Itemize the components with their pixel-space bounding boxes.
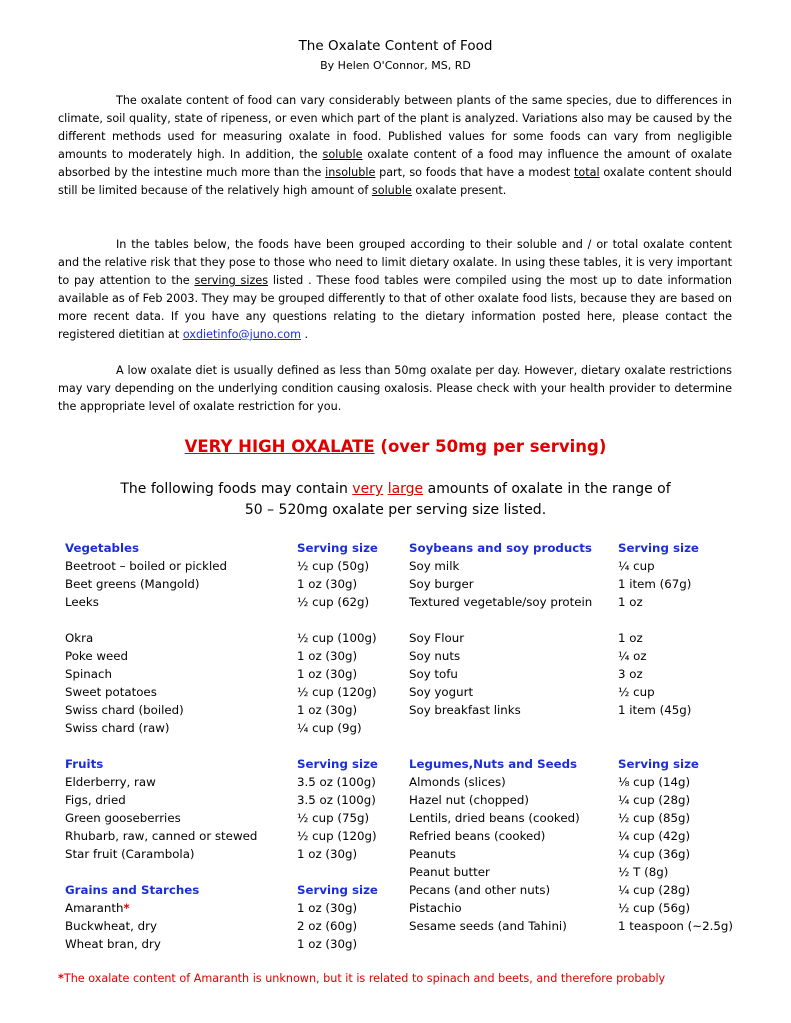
serving-size: ¼ oz (618, 649, 647, 663)
serving-size: ½ cup (120g) (297, 829, 377, 843)
food-name: Sweet potatoes (65, 685, 157, 699)
food-name: Amaranth* (65, 901, 130, 915)
serving-size: 1 oz (30g) (297, 937, 358, 951)
paragraph-variability: The oxalate content of food can vary considerably between plants of the same species, due to differences in climate, soil quality, state of ripeness, or even which part of the plant is analyzed. Variations also may be caused by the different methods used for measuring oxalate in food. Published values for some foods can vary from negligible amounts to moderately high. In addition, the soluble oxalate content of a food may influence the amount of oxalate absorbed by the intestine much more than the insoluble part, so foods that have a modest total oxalate content should still be limited because of the relatively high amount of soluble oxalate present. (58, 94, 732, 197)
serving-size-header: Serving size (297, 757, 378, 771)
author-byline: By Helen O'Connor, MS, RD (320, 59, 471, 72)
intro-line-2: 50 – 520mg oxalate per serving size listed. (244, 502, 547, 518)
intro-line-1: The following foods may contain very large amounts of oxalate in the range of (120, 481, 671, 497)
food-name: Rhubarb, raw, canned or stewed (65, 829, 258, 843)
serving-size: 1 oz (30g) (297, 667, 358, 681)
left-serving-column (297, 539, 402, 953)
food-name (409, 737, 614, 755)
serving-size (618, 611, 748, 629)
right-serving-column (618, 539, 748, 935)
food-name: Swiss chard (raw) (65, 721, 170, 735)
amaranth-footnote: *The oxalate content of Amaranth is unknown, but it is related to spinach and beets, and therefore probably (58, 972, 666, 985)
serving-size: 1 teaspoon (~2.5g) (618, 919, 734, 933)
serving-size: 1 oz (30g) (297, 649, 358, 663)
serving-size-header: Serving size (297, 883, 378, 897)
food-name (65, 863, 295, 881)
serving-size (618, 737, 748, 755)
food-name: Star fruit (Carambola) (65, 847, 195, 861)
email-link[interactable]: oxdietinfo@juno.com (182, 328, 301, 341)
footnote-star: * (123, 901, 130, 915)
food-name: Peanuts (409, 847, 456, 861)
serving-size: ½ cup (56g) (618, 901, 691, 915)
food-name (409, 719, 614, 737)
paragraph-low-oxalate-diet: A low oxalate diet is usually defined as less than 50mg oxalate per day. However, dietary oxalate restrictions may vary depending on the underlying condition causing oxalosis. Please check with your health provider to determine the appropriate level of oxalate restriction for you. (58, 364, 732, 413)
food-name: Soy Flour (409, 631, 465, 645)
food-name: Peanut butter (409, 865, 490, 879)
serving-size: 1 oz (618, 595, 643, 609)
serving-size: 1 item (45g) (618, 703, 692, 717)
serving-size: ½ cup (618, 685, 655, 699)
serving-size-header: Serving size (297, 541, 378, 555)
serving-size: 1 item (67g) (618, 577, 692, 591)
food-name: Buckwheat, dry (65, 919, 157, 933)
serving-size: ¼ cup (28g) (618, 793, 691, 807)
food-name: Soy burger (409, 577, 474, 591)
serving-size (297, 737, 402, 755)
food-name: Soy nuts (409, 649, 461, 663)
paragraph-tables-info: In the tables below, the foods have been grouped according to their soluble and / or total oxalate content and the relative risk that they pose to those who need to limit dietary oxalate. In using these tables, it is very important to pay attention to the serving sizes listed . These food tables were compiled using the most up to date information available as of Feb 2003. They may be grouped differently to that of other oxalate food lists, because they are based on more recent data. If you have any questions relating to the dietary information posted here, please contact the registered dietitian at oxdietinfo@juno.com . (58, 238, 733, 341)
serving-size: ¼ cup (618, 559, 655, 573)
food-name: Spinach (65, 667, 112, 681)
section-heading-very-high: VERY HIGH OXALATE (over 50mg per serving) (184, 437, 607, 456)
food-name: Lentils, dried beans (cooked) (409, 811, 580, 825)
food-name: Textured vegetable/soy protein (409, 595, 593, 609)
page-title: The Oxalate Content of Food (298, 38, 493, 54)
serving-size: ¼ cup (42g) (618, 829, 691, 843)
serving-size: 3 oz (618, 667, 643, 681)
food-name: Wheat bran, dry (65, 937, 161, 951)
category-header: Fruits (65, 757, 104, 771)
right-food-column (409, 539, 614, 935)
food-name: Pistachio (409, 901, 462, 915)
serving-size: 1 oz (30g) (297, 847, 358, 861)
serving-size: 3.5 oz (100g) (297, 775, 376, 789)
category-header: Soybeans and soy products (409, 541, 592, 555)
food-name: Sesame seeds (and Tahini) (409, 919, 567, 933)
food-name: Poke weed (65, 649, 128, 663)
category-header: Legumes,Nuts and Seeds (409, 757, 578, 771)
serving-size: ½ cup (85g) (618, 811, 691, 825)
serving-size: 3.5 oz (100g) (297, 793, 376, 807)
serving-size: 1 oz (618, 631, 643, 645)
serving-size: ¼ cup (28g) (618, 883, 691, 897)
food-name: Soy tofu (409, 667, 458, 681)
food-name: Elderberry, raw (65, 775, 156, 789)
category-header: Grains and Starches (65, 883, 200, 897)
food-name: Soy milk (409, 559, 460, 573)
serving-size: ¼ cup (36g) (618, 847, 691, 861)
food-name (65, 737, 295, 755)
food-name: Green gooseberries (65, 811, 181, 825)
food-name: Pecans (and other nuts) (409, 883, 551, 897)
serving-size: 1 oz (30g) (297, 703, 358, 717)
food-name: Okra (65, 631, 94, 645)
food-name: Leeks (65, 595, 99, 609)
food-name: Beet greens (Mangold) (65, 577, 200, 591)
food-name: Hazel nut (chopped) (409, 793, 530, 807)
left-food-column (65, 539, 295, 953)
category-header: Vegetables (65, 541, 140, 555)
food-name: Beetroot – boiled or pickled (65, 559, 227, 573)
food-name: Swiss chard (boiled) (65, 703, 184, 717)
serving-size: ⅛ cup (14g) (618, 775, 691, 789)
food-name: Soy breakfast links (409, 703, 521, 717)
food-name (65, 611, 295, 629)
serving-size: 1 oz (30g) (297, 901, 358, 915)
serving-size: ¼ cup (9g) (297, 721, 362, 735)
serving-size: 2 oz (60g) (297, 919, 358, 933)
food-name: Figs, dried (65, 793, 126, 807)
serving-size: ½ cup (120g) (297, 685, 377, 699)
serving-size: ½ cup (50g) (297, 559, 370, 573)
food-name (409, 611, 614, 629)
serving-size: 1 oz (30g) (297, 577, 358, 591)
serving-size-header: Serving size (618, 757, 699, 771)
food-name: Refried beans (cooked) (409, 829, 546, 843)
serving-size (297, 611, 402, 629)
serving-size: ½ cup (75g) (297, 811, 370, 825)
serving-size: ½ cup (100g) (297, 631, 377, 645)
serving-size: ½ T (8g) (618, 865, 669, 879)
food-name: Soy yogurt (409, 685, 474, 699)
serving-size-header: Serving size (618, 541, 699, 555)
serving-size (297, 863, 402, 881)
food-name: Almonds (slices) (409, 775, 506, 789)
serving-size (618, 719, 748, 737)
serving-size: ½ cup (62g) (297, 595, 370, 609)
